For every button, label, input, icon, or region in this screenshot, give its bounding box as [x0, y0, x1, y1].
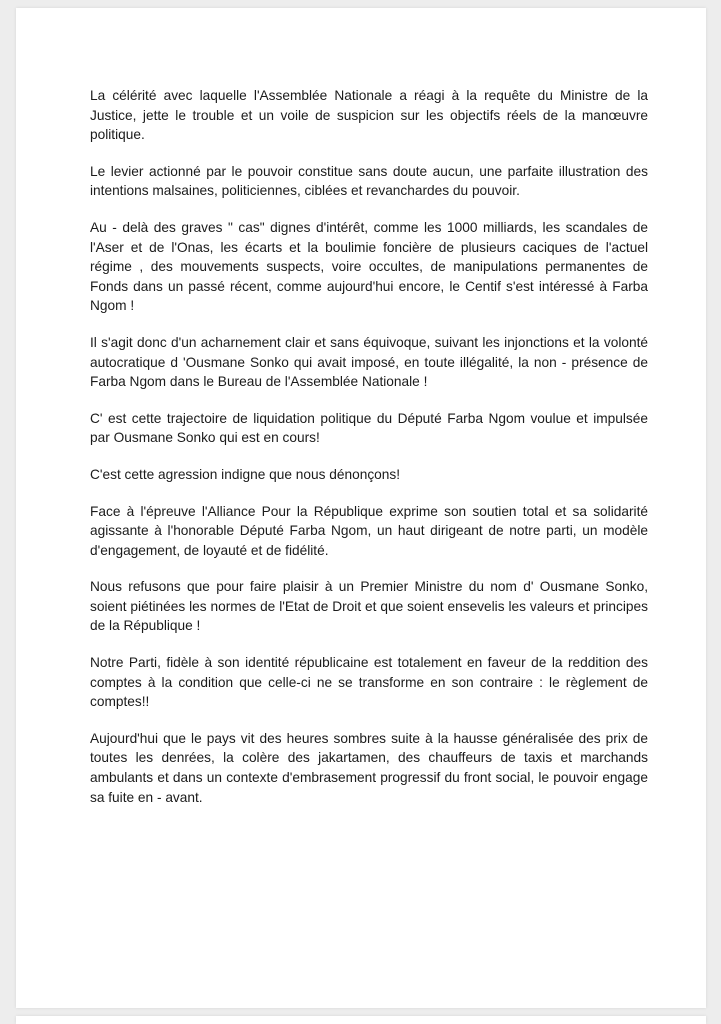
paragraph: Face à l'épreuve l'Alliance Pour la République exprime son soutien total et sa solidarité agissante à l'honorable Député Farba Ngom, un haut dirigeant de notre parti, un modèle d'engagement, de loyauté et de fidélité.	[90, 503, 648, 558]
next-page-edge	[16, 1016, 706, 1024]
paragraph: Au - delà des graves " cas" dignes d'intérêt, comme les 1000 milliards, les scandales de l'Aser et de l'Onas, les écarts et la boulimie foncière de plusieurs caciques de l'actuel régime , des mouvements suspects, voire occultes, de manipulations permanentes de Fonds dans un passé récent, comme aujourd'hui encore, le Centif s'est intéressé à Farba Ngom !	[90, 219, 648, 314]
paragraph: C' est cette trajectoire de liquidation politique du Député Farba Ngom voulue et impulsée par Ousmane Sonko qui est en cours!	[90, 410, 648, 446]
document-body	[90, 86, 648, 807]
paragraph: Aujourd'hui que le pays vit des heures sombres suite à la hausse généralisée des prix de toutes les denrées, la colère des jakartamen, des chauffeurs de taxis et marchands ambulants et dans un contexte d'embrasement progressif du front social, le pouvoir engage sa fuite en - avant.	[90, 730, 648, 805]
document-page	[16, 8, 706, 1008]
paragraph: Nous refusons que pour faire plaisir à un Premier Ministre du nom d' Ousmane Sonko, soient piétinées les normes de l'Etat de Droit et que soient ensevelis les valeurs et principes de la République !	[90, 579, 648, 634]
paragraph: La célérité avec laquelle l'Assemblée Nationale a réagi à la requête du Ministre de la Justice, jette le trouble et un voile de suspicion sur les objectifs réels de la manœuvre politique.	[90, 88, 648, 143]
paragraph: C'est cette agression indigne que nous dénonçons!	[90, 466, 401, 482]
paragraph: Il s'agit donc d'un acharnement clair et sans équivoque, suivant les injonctions et la volonté autocratique d 'Ousmane Sonko qui avait imposé, en toute illégalité, la non - présence de Farba Ngom dans le Bureau de l'Assemblée Nationale !	[90, 334, 648, 390]
paragraph: Notre Parti, fidèle à son identité républicaine est totalement en faveur de la reddition des comptes à la condition que celle-ci ne se transforme en son contraire : le règlement de comptes!!	[90, 655, 648, 710]
paragraph: Le levier actionné par le pouvoir constitue sans doute aucun, une parfaite illustration des intentions malsaines, politiciennes, ciblées et revanchardes du pouvoir.	[90, 163, 648, 199]
